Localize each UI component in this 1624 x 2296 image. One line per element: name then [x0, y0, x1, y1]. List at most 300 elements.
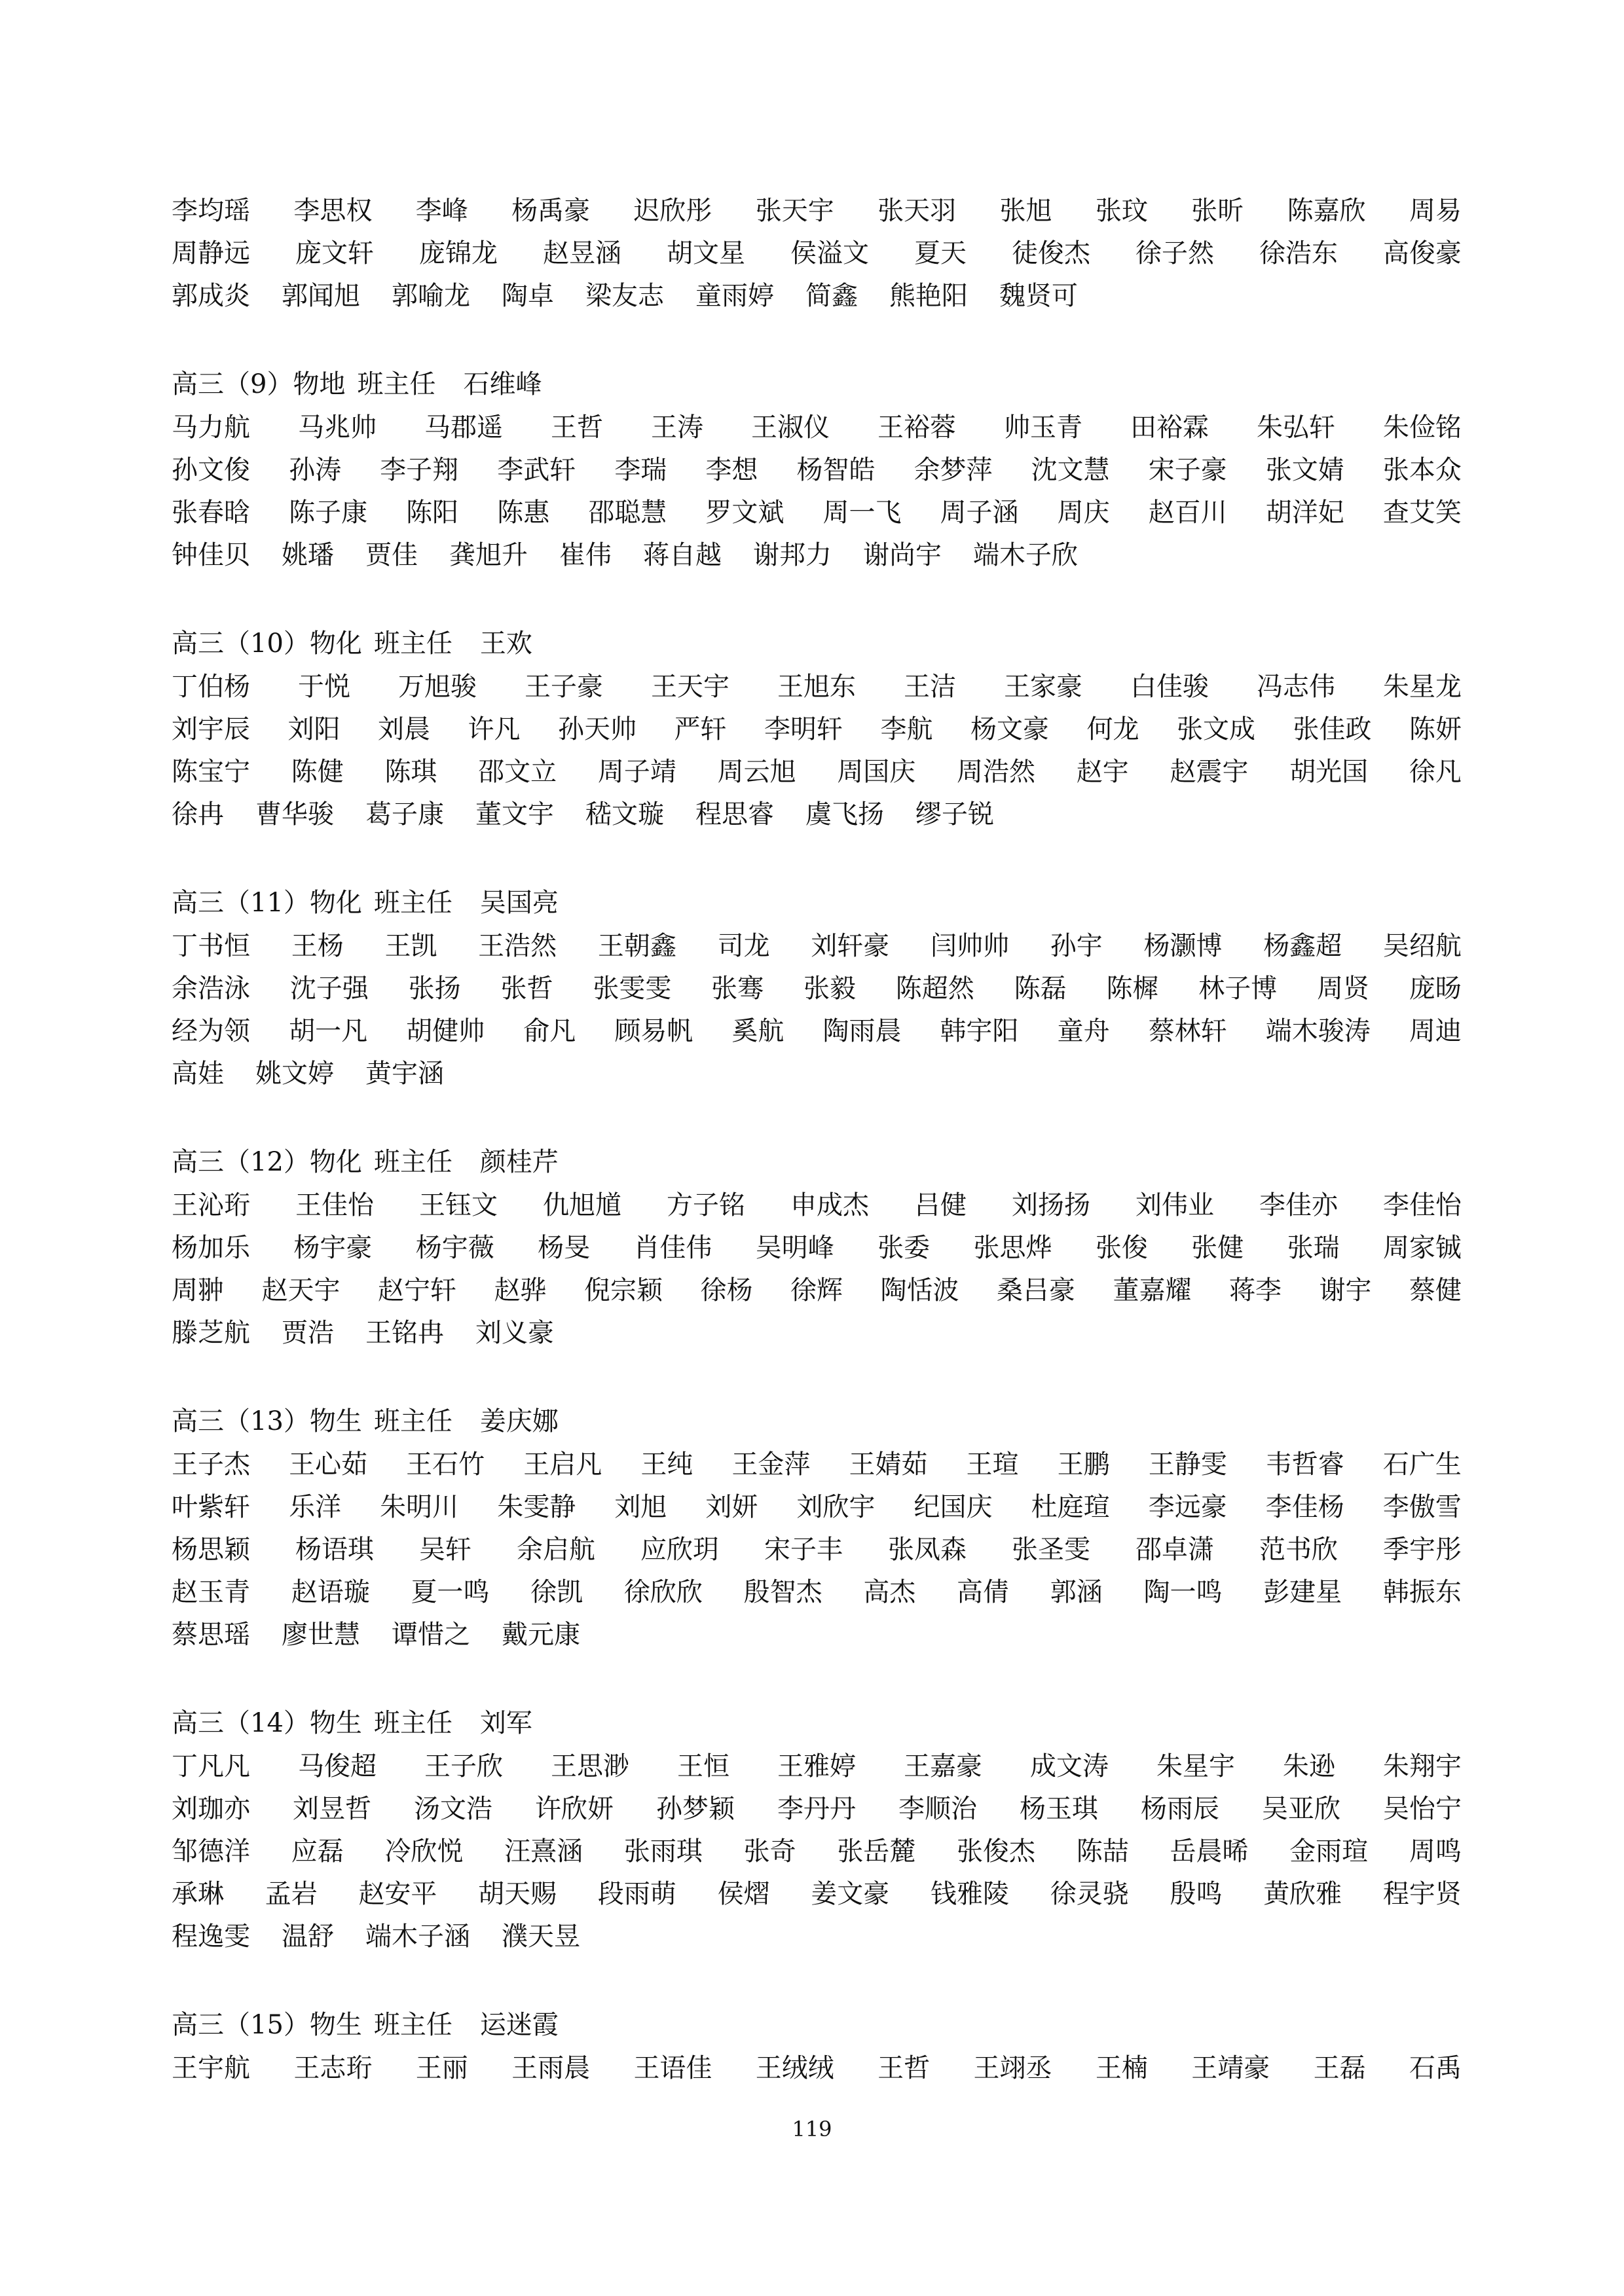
student-name-row [172, 1184, 1462, 1227]
student-name: 张文婧 [1265, 455, 1344, 485]
student-name: 张毅 [803, 974, 856, 1004]
student-name: 邵聪慧 [588, 498, 667, 528]
student-name-row [172, 492, 1462, 534]
student-name: 王绒绒 [755, 2053, 834, 2083]
student-name: 虞飞扬 [805, 799, 884, 829]
student-name: 岳晨晞 [1170, 1836, 1249, 1867]
student-name: 姜文豪 [811, 1879, 890, 1909]
student-name: 范书欣 [1259, 1535, 1338, 1565]
student-name: 赵玉青 [172, 1577, 250, 1607]
student-name: 缪子锐 [915, 799, 994, 829]
student-name: 王纯 [640, 1449, 693, 1480]
student-name: 冷欣悦 [384, 1836, 464, 1867]
class-header [172, 1399, 1462, 1444]
student-name: 冯志伟 [1257, 672, 1335, 702]
student-name-row [172, 2047, 1462, 2090]
class-header [172, 1140, 1462, 1184]
student-name: 余启航 [517, 1535, 595, 1565]
student-name: 王哲 [551, 412, 603, 443]
student-name: 陈琪 [384, 757, 437, 787]
student-name: 张春晗 [172, 498, 250, 528]
student-name-row [172, 1745, 1462, 1788]
student-name: 王磊 [1313, 2053, 1366, 2083]
student-name: 王沁珩 [172, 1190, 250, 1220]
class-section [172, 190, 1462, 318]
student-name: 朱雯静 [497, 1492, 576, 1522]
student-name: 纪国庆 [913, 1492, 993, 1522]
student-name: 陶卓 [502, 281, 554, 311]
student-name: 肖佳伟 [633, 1233, 712, 1263]
student-name: 周迪 [1409, 1016, 1462, 1046]
student-name: 王志珩 [293, 2053, 373, 2083]
student-name: 张旭 [999, 196, 1052, 226]
student-name: 胡一凡 [289, 1016, 368, 1046]
student-name: 夏天 [914, 238, 967, 268]
student-name: 庞锦龙 [419, 238, 498, 268]
student-name: 刘轩豪 [811, 931, 890, 961]
student-name: 蔡林轩 [1148, 1016, 1227, 1046]
student-name: 倪宗颖 [584, 1275, 663, 1305]
student-name: 赵震宇 [1170, 757, 1249, 787]
student-name: 徐凯 [530, 1577, 583, 1607]
class-header [172, 881, 1462, 925]
student-name-row [172, 1486, 1462, 1529]
student-name: 罗文斌 [705, 498, 784, 528]
student-name: 王翊丞 [973, 2053, 1052, 2083]
student-name: 朱明川 [380, 1492, 459, 1522]
student-name: 白佳骏 [1130, 672, 1209, 702]
student-name-row [172, 793, 1462, 836]
student-name: 高杰 [863, 1577, 916, 1607]
student-name: 贾浩 [282, 1318, 334, 1348]
student-name: 杨宇薇 [415, 1233, 494, 1263]
student-name: 吴亚欣 [1262, 1794, 1340, 1824]
student-name: 胡洋妃 [1265, 498, 1344, 528]
student-name: 刘昱哲 [293, 1794, 371, 1824]
student-name: 李子翔 [380, 455, 459, 485]
student-name: 田裕霖 [1130, 412, 1209, 443]
student-name: 林子博 [1198, 974, 1278, 1004]
student-name: 周国庆 [837, 757, 916, 787]
student-name: 李瑞 [614, 455, 667, 485]
student-name-row [172, 666, 1462, 708]
student-name: 董文宇 [475, 799, 554, 829]
student-name: 韦哲睿 [1265, 1449, 1344, 1480]
student-name: 于悦 [298, 672, 350, 702]
student-name: 孙梦颖 [656, 1794, 735, 1824]
class-section [172, 1140, 1462, 1355]
student-name: 陶雨晨 [822, 1016, 902, 1046]
student-name: 葛子康 [365, 799, 444, 829]
student-name: 高娃 [172, 1059, 224, 1089]
student-name: 仇旭馗 [543, 1190, 621, 1220]
student-name: 王朝鑫 [597, 931, 676, 961]
student-name: 崔伟 [559, 540, 612, 570]
student-name: 徐子然 [1135, 238, 1214, 268]
student-name: 戴元康 [502, 1620, 580, 1650]
student-name: 赵宇 [1076, 757, 1129, 787]
student-name: 经为领 [172, 1016, 250, 1046]
student-name: 张委 [877, 1233, 931, 1263]
student-name: 蒋李 [1229, 1275, 1282, 1305]
student-name: 朱逊 [1283, 1751, 1335, 1781]
student-name: 张圣雯 [1012, 1535, 1090, 1565]
student-name: 万旭骏 [398, 672, 477, 702]
student-name: 端木子欣 [973, 540, 1078, 570]
student-name: 侯熠 [717, 1879, 770, 1909]
student-name: 谭惜之 [392, 1620, 470, 1650]
student-name: 李明轩 [764, 714, 843, 744]
student-name: 马兆帅 [298, 412, 377, 443]
student-name: 温舒 [282, 1922, 334, 1952]
student-name: 刘珈亦 [172, 1794, 250, 1824]
student-name: 王家豪 [1004, 672, 1082, 702]
student-name: 张奇 [743, 1836, 796, 1867]
student-name-row [172, 968, 1462, 1010]
student-name: 王启凡 [523, 1449, 602, 1480]
student-name: 张俊杰 [957, 1836, 1036, 1867]
student-name: 张本众 [1382, 455, 1462, 485]
student-name: 韩宇阳 [940, 1016, 1019, 1046]
student-name-row [172, 1053, 1462, 1095]
student-name: 司龙 [717, 931, 770, 961]
student-name: 韩振东 [1382, 1577, 1462, 1607]
student-name: 孟岩 [265, 1879, 318, 1909]
student-name: 李航 [880, 714, 933, 744]
student-name: 杨加乐 [172, 1233, 250, 1263]
student-name: 张扬 [408, 974, 461, 1004]
student-name: 乐洋 [289, 1492, 342, 1522]
head-teacher-name: 运迷霞 [479, 2010, 559, 2040]
student-name: 朱星宇 [1156, 1751, 1235, 1781]
student-name: 张玟 [1095, 196, 1148, 226]
student-name: 周静远 [172, 238, 250, 268]
student-name: 殷智杰 [743, 1577, 822, 1607]
head-teacher-label: 班主任 [373, 888, 452, 918]
student-name: 吴绍航 [1382, 931, 1462, 961]
head-teacher-label: 班主任 [373, 1406, 452, 1436]
student-name: 杨语琪 [295, 1535, 374, 1565]
student-name: 蒋自越 [643, 540, 722, 570]
student-name: 王静雯 [1148, 1449, 1227, 1480]
student-name: 孙文俊 [172, 455, 250, 485]
student-name: 曹华骏 [255, 799, 334, 829]
student-name: 李峰 [415, 196, 468, 226]
student-name: 应欣玥 [640, 1535, 719, 1565]
student-name-row [172, 708, 1462, 751]
student-name: 谢尚宇 [863, 540, 942, 570]
student-name: 杨雨辰 [1141, 1794, 1219, 1824]
student-name: 赵天宇 [261, 1275, 341, 1305]
student-name: 张文成 [1177, 714, 1255, 744]
student-name: 贾佳 [365, 540, 418, 570]
student-name: 蔡健 [1409, 1275, 1462, 1305]
student-name: 王铭冉 [365, 1318, 444, 1348]
student-name: 黄欣雅 [1263, 1879, 1342, 1909]
student-name: 庞旸 [1409, 974, 1462, 1004]
student-name: 王哲 [877, 2053, 931, 2083]
student-name-row [172, 275, 1462, 318]
student-name: 刘伟业 [1135, 1190, 1214, 1220]
student-name: 桑吕豪 [997, 1275, 1075, 1305]
student-name: 王瑄 [966, 1449, 1019, 1480]
student-name: 余梦萍 [913, 455, 993, 485]
student-name: 梁友志 [585, 281, 664, 311]
student-name: 徐欣欣 [623, 1577, 703, 1607]
student-name: 俞凡 [523, 1016, 576, 1046]
student-name: 王凯 [384, 931, 437, 961]
student-name: 徐杨 [700, 1275, 753, 1305]
student-name: 程思睿 [695, 799, 774, 829]
student-name: 王嘉豪 [904, 1751, 982, 1781]
student-name: 赵安平 [358, 1879, 437, 1909]
student-name: 赵百川 [1148, 498, 1227, 528]
student-name: 周家铖 [1382, 1233, 1462, 1263]
head-teacher-label: 班主任 [373, 1147, 452, 1177]
student-name: 王钰文 [419, 1190, 498, 1220]
student-name: 周鸣 [1409, 1836, 1462, 1867]
student-name: 李远豪 [1148, 1492, 1227, 1522]
student-name: 廖世慧 [282, 1620, 360, 1650]
student-name: 杨旻 [538, 1233, 591, 1263]
student-name: 张瑞 [1287, 1233, 1340, 1263]
class-section [172, 1399, 1462, 1656]
student-name: 高俊豪 [1383, 238, 1462, 268]
student-name: 杨文豪 [970, 714, 1049, 744]
student-name-row [172, 232, 1462, 275]
student-name: 陈阳 [406, 498, 459, 528]
student-name: 童雨婷 [695, 281, 774, 311]
student-name: 余浩泳 [172, 974, 250, 1004]
student-name: 吴怡宁 [1383, 1794, 1462, 1824]
head-teacher-name: 刘军 [479, 1708, 532, 1738]
student-name: 刘扬扬 [1012, 1190, 1090, 1220]
student-name: 汪熹涵 [504, 1836, 583, 1867]
class-title: 高三（11）物化 [172, 888, 362, 918]
student-name: 季宇彤 [1383, 1535, 1462, 1565]
student-name: 徒俊杰 [1012, 238, 1090, 268]
student-name: 吴明峰 [755, 1233, 834, 1263]
student-name: 张凤森 [888, 1535, 967, 1565]
student-name: 段雨萌 [597, 1879, 676, 1909]
class-header [172, 2003, 1462, 2047]
class-header [172, 362, 1462, 407]
student-name: 沈子强 [289, 974, 369, 1004]
student-name: 许凡 [468, 714, 521, 744]
head-teacher-name: 颜桂芹 [479, 1147, 559, 1177]
student-name: 郭闻旭 [282, 281, 360, 311]
student-name: 王丽 [415, 2053, 468, 2083]
page-number: 119 [792, 2117, 832, 2141]
student-name: 龚旭升 [449, 540, 528, 570]
student-name: 孙宇 [1050, 931, 1103, 961]
student-name-row [172, 1788, 1462, 1831]
student-name: 朱星龙 [1383, 672, 1462, 702]
student-name: 张骞 [711, 974, 764, 1004]
student-name: 帅玉青 [1004, 412, 1082, 443]
student-name: 张雯雯 [593, 974, 672, 1004]
student-name: 徐辉 [790, 1275, 843, 1305]
student-name: 张哲 [500, 974, 553, 1004]
student-name: 严轩 [674, 714, 727, 744]
student-name: 刘妍 [705, 1492, 758, 1522]
student-name: 迟欣彤 [633, 196, 712, 226]
student-name: 杜庭瑄 [1031, 1492, 1110, 1522]
head-teacher-label: 班主任 [373, 629, 452, 659]
student-name: 周一飞 [822, 498, 902, 528]
student-name: 陈妍 [1409, 714, 1462, 744]
student-name: 朱俭铭 [1383, 412, 1462, 443]
student-name: 嵇文璇 [585, 799, 664, 829]
student-name: 庞文轩 [295, 238, 374, 268]
student-name: 滕芝航 [172, 1318, 250, 1348]
student-name: 黄宇涵 [365, 1059, 444, 1089]
student-name-row [172, 1873, 1462, 1916]
student-name: 汤文浩 [414, 1794, 492, 1824]
student-name: 周贤 [1317, 974, 1370, 1004]
student-name: 童舟 [1057, 1016, 1110, 1046]
student-name: 刘阳 [287, 714, 341, 744]
student-name-row [172, 1614, 1462, 1656]
student-name: 陈健 [291, 757, 344, 787]
student-name: 方子铭 [667, 1190, 745, 1220]
student-name: 陈惠 [497, 498, 550, 528]
student-name: 赵宁轩 [378, 1275, 456, 1305]
student-name: 王金萍 [731, 1449, 811, 1480]
student-name: 邹德洋 [172, 1836, 250, 1867]
student-name-row [172, 1831, 1462, 1873]
student-name: 钟佳贝 [172, 540, 250, 570]
student-name: 金雨瑄 [1289, 1836, 1369, 1867]
student-name: 王婧茹 [849, 1449, 928, 1480]
student-name: 王子杰 [172, 1449, 250, 1480]
student-name: 郭成炎 [172, 281, 250, 311]
student-name: 宋子丰 [764, 1535, 843, 1565]
student-name: 丁凡凡 [172, 1751, 250, 1781]
class-sections [172, 190, 1462, 2090]
student-name: 王子欣 [424, 1751, 503, 1781]
class-title: 高三（9）物地 [172, 369, 346, 399]
student-name-row [172, 1916, 1462, 1958]
student-name: 张雨琪 [623, 1836, 703, 1867]
class-section [172, 881, 1462, 1095]
student-name: 徐凡 [1409, 757, 1462, 787]
student-name: 赵昱涵 [543, 238, 621, 268]
head-teacher-label: 班主任 [357, 369, 436, 399]
student-name: 王恒 [677, 1751, 729, 1781]
student-name: 刘旭 [614, 1492, 667, 1522]
student-name: 程宇贤 [1382, 1879, 1462, 1909]
student-name: 许欣妍 [535, 1794, 614, 1824]
student-name: 王洁 [904, 672, 956, 702]
student-name: 陈嘉欣 [1287, 196, 1366, 226]
student-name: 张健 [1191, 1233, 1244, 1263]
student-name: 宋子豪 [1148, 455, 1227, 485]
student-name: 彭建星 [1263, 1577, 1342, 1607]
student-name: 陶一鸣 [1143, 1577, 1223, 1607]
class-title: 高三（15）物生 [172, 2010, 362, 2040]
student-name: 王旭东 [777, 672, 856, 702]
student-name: 董嘉耀 [1113, 1275, 1192, 1305]
class-roster-page [172, 190, 1462, 2134]
student-name: 侯溢文 [790, 238, 869, 268]
student-name: 孙涛 [289, 455, 342, 485]
student-name-row [172, 190, 1462, 232]
student-name: 张天羽 [877, 196, 957, 226]
student-name: 马力航 [172, 412, 250, 443]
student-name: 闫帅帅 [931, 931, 1010, 961]
student-name: 陈超然 [895, 974, 974, 1004]
student-name: 王语佳 [633, 2053, 712, 2083]
student-name: 杨玉琪 [1020, 1794, 1098, 1824]
class-section [172, 2003, 1462, 2090]
student-name: 王子豪 [525, 672, 603, 702]
student-name: 李丹丹 [777, 1794, 856, 1824]
student-name: 姚文婷 [255, 1059, 334, 1089]
student-name: 吕健 [914, 1190, 967, 1220]
student-name: 周子靖 [597, 757, 676, 787]
student-name: 胡健帅 [406, 1016, 485, 1046]
student-name: 刘晨 [378, 714, 430, 744]
student-name: 王杨 [291, 931, 344, 961]
student-name: 杨灏博 [1143, 931, 1223, 961]
class-header [172, 621, 1462, 666]
student-name-row [172, 1269, 1462, 1312]
student-name: 邵卓潇 [1135, 1535, 1214, 1565]
student-name: 丁伯杨 [172, 672, 250, 702]
class-section [172, 362, 1462, 577]
student-name-row [172, 925, 1462, 968]
student-name-row [172, 407, 1462, 449]
student-name: 刘欣宇 [796, 1492, 876, 1522]
head-teacher-name: 吴国亮 [479, 888, 559, 918]
student-name: 李均瑶 [172, 196, 250, 226]
student-name: 王宇航 [172, 2053, 250, 2083]
student-name: 刘义豪 [475, 1318, 554, 1348]
student-name: 承琳 [172, 1879, 224, 1909]
student-name-row [172, 1312, 1462, 1355]
student-name: 王雨晨 [511, 2053, 591, 2083]
student-name: 王石竹 [406, 1449, 485, 1480]
student-name: 胡天赐 [478, 1879, 557, 1909]
student-name: 沈文慧 [1031, 455, 1110, 485]
class-title: 高三（10）物化 [172, 629, 362, 659]
student-name: 李傲雪 [1382, 1492, 1462, 1522]
class-section [172, 621, 1462, 836]
student-name: 马俊超 [298, 1751, 377, 1781]
student-name: 谢邦力 [753, 540, 832, 570]
student-name: 张天宇 [755, 196, 834, 226]
student-name-row [172, 1227, 1462, 1269]
student-name: 谢宇 [1319, 1275, 1372, 1305]
student-name: 周子涵 [940, 498, 1019, 528]
student-name: 马郡遥 [424, 412, 503, 443]
student-name: 石禹 [1409, 2053, 1462, 2083]
head-teacher-label: 班主任 [373, 1708, 452, 1738]
student-name: 熊艳阳 [889, 281, 968, 311]
student-name: 张昕 [1191, 196, 1244, 226]
student-name-row [172, 534, 1462, 577]
student-name: 周易 [1409, 196, 1462, 226]
student-name: 胡文星 [667, 238, 745, 268]
student-name: 王楠 [1095, 2053, 1148, 2083]
student-name: 张思烨 [973, 1233, 1052, 1263]
student-name: 徐浩东 [1259, 238, 1338, 268]
student-name: 程逸雯 [172, 1922, 250, 1952]
student-name: 顾易帆 [614, 1016, 693, 1046]
student-name: 叶紫轩 [172, 1492, 250, 1522]
student-name: 张岳麓 [837, 1836, 916, 1867]
